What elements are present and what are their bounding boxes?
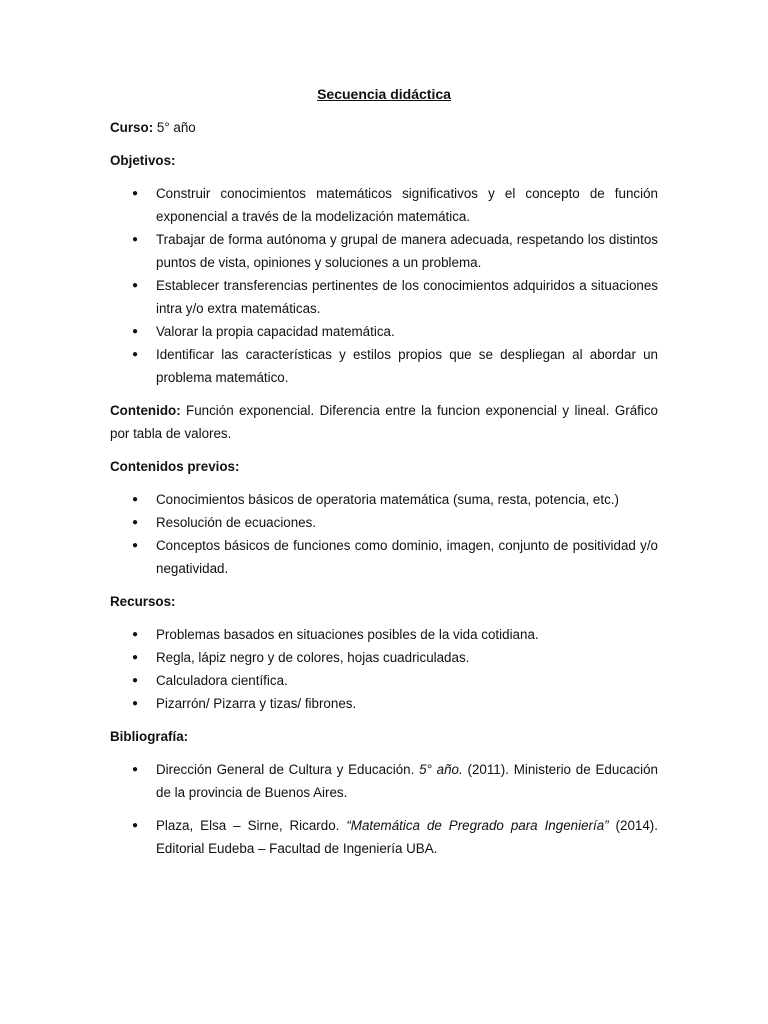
reference-text: Dirección General de Cultura y Educación. bbox=[156, 762, 420, 777]
curso-line bbox=[110, 116, 658, 139]
bullet-icon: ● bbox=[132, 652, 139, 663]
contenidos-previos-list bbox=[110, 488, 658, 580]
curso-value: 5° año bbox=[153, 120, 196, 135]
list-item-text: Problemas basados en situaciones posibles de la vida cotidiana. bbox=[156, 627, 539, 642]
bibliografia-list bbox=[110, 758, 658, 860]
contenido-value: Función exponencial. Diferencia entre la funcion exponencial y lineal. Gráfico por tabla de valores. bbox=[110, 403, 658, 441]
document-page bbox=[110, 84, 658, 870]
list-item-text: Trabajar de forma autónoma y grupal de manera adecuada, respetando los distintos puntos de vista, opiniones y soluciones a un problema. bbox=[156, 232, 658, 270]
list-item-text: Calculadora científica. bbox=[156, 673, 288, 688]
bullet-icon: ● bbox=[132, 698, 139, 709]
list-item-text: Identificar las características y estilos propios que se despliegan al abordar un problema matemático. bbox=[156, 347, 658, 385]
contenidos-previos-heading bbox=[110, 455, 658, 478]
reference-text: Plaza, Elsa – Sirne, Ricardo. bbox=[156, 818, 347, 833]
reference-text: (2011). Ministerio de Educación de la provincia de Buenos Aires. bbox=[156, 762, 658, 800]
bullet-icon: ● bbox=[132, 494, 139, 505]
bullet-icon: ● bbox=[132, 517, 139, 528]
bullet-icon: ● bbox=[132, 820, 139, 831]
bibliografia-heading bbox=[110, 725, 658, 748]
bullet-icon: ● bbox=[132, 280, 139, 291]
objetivos-list bbox=[110, 182, 658, 389]
list-item-text: Valorar la propia capacidad matemática. bbox=[156, 324, 395, 339]
list-item bbox=[110, 758, 658, 804]
curso-label: Curso: bbox=[110, 120, 154, 135]
contenidos-previos-label: Contenidos previos: bbox=[110, 459, 240, 474]
bullet-icon: ● bbox=[132, 764, 139, 775]
list-item bbox=[110, 343, 658, 389]
list-item bbox=[110, 646, 658, 669]
list-item-text: Conocimientos básicos de operatoria matemática (suma, resta, potencia, etc.) bbox=[156, 492, 619, 507]
bullet-icon: ● bbox=[132, 675, 139, 686]
list-item bbox=[110, 814, 658, 860]
bullet-icon: ● bbox=[132, 188, 139, 199]
list-item bbox=[110, 274, 658, 320]
list-item-text: Construir conocimientos matemáticos significativos y el concepto de función exponencial a través de la modelización matemática. bbox=[156, 186, 658, 224]
recursos-label: Recursos: bbox=[110, 594, 176, 609]
list-item bbox=[110, 320, 658, 343]
recursos-heading bbox=[110, 590, 658, 613]
objetivos-label: Objetivos: bbox=[110, 153, 176, 168]
contenido-line bbox=[110, 399, 658, 445]
list-item bbox=[110, 669, 658, 692]
bullet-icon: ● bbox=[132, 326, 139, 337]
list-item bbox=[110, 534, 658, 580]
objetivos-heading bbox=[110, 149, 658, 172]
list-item bbox=[110, 182, 658, 228]
list-item-text: Regla, lápiz negro y de colores, hojas cuadriculadas. bbox=[156, 650, 470, 665]
reference-text: (2014). Editorial Eudeba – Facultad de Ingeniería UBA. bbox=[156, 818, 658, 856]
bullet-icon: ● bbox=[132, 349, 139, 360]
contenido-label: Contenido: bbox=[110, 403, 181, 418]
bullet-icon: ● bbox=[132, 234, 139, 245]
list-item bbox=[110, 511, 658, 534]
list-item bbox=[110, 623, 658, 646]
list-item-text: Pizarrón/ Pizarra y tizas/ fibrones. bbox=[156, 696, 357, 711]
bibliografia-label: Bibliografía: bbox=[110, 729, 189, 744]
bullet-icon: ● bbox=[132, 540, 139, 551]
list-item-text: Resolución de ecuaciones. bbox=[156, 515, 317, 530]
list-item bbox=[110, 228, 658, 274]
page-title: Secuencia didáctica bbox=[317, 86, 451, 102]
reference-title: 5° año. bbox=[419, 762, 463, 777]
reference-title: “Matemática de Pregrado para Ingeniería” bbox=[346, 818, 609, 833]
recursos-list bbox=[110, 623, 658, 715]
bullet-icon: ● bbox=[132, 629, 139, 640]
list-item bbox=[110, 692, 658, 715]
list-item-text: Conceptos básicos de funciones como dominio, imagen, conjunto de positividad y/o negatividad. bbox=[156, 538, 658, 576]
list-item-text: Establecer transferencias pertinentes de los conocimientos adquiridos a situaciones intra y/o extra matemáticas. bbox=[156, 278, 658, 316]
list-item bbox=[110, 488, 658, 511]
